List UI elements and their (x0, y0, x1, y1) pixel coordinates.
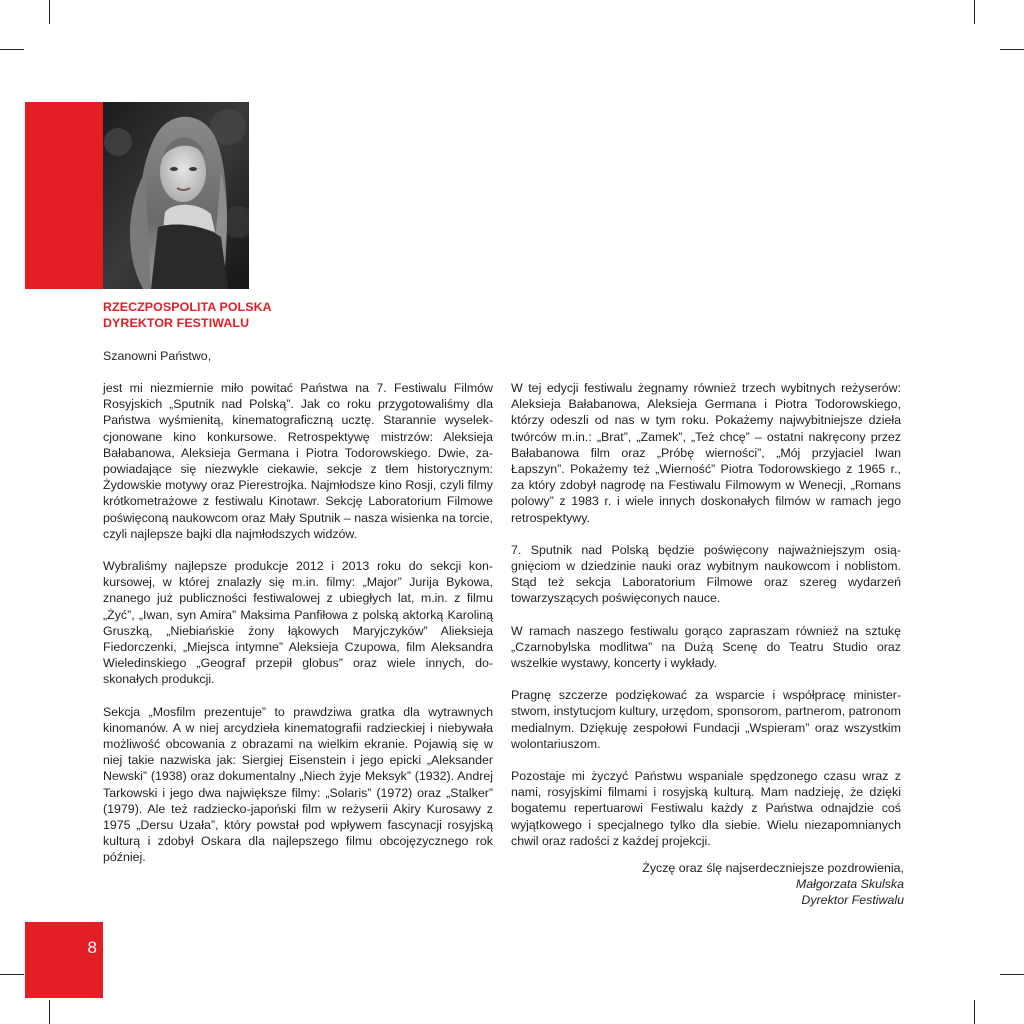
portrait-photo (103, 102, 249, 289)
paragraph: W tej edycji festiwalu żegnamy również trzech wybitnych reżyserów: Aleksieja Bałabanowa, Aleksieja Germana i Piotra Todorowskiego, którzy odeszli od nas w tym roku. Pokażemy najwybitniejsze dzieła twórców m.in.: „Brat”, „Zamek”, „Też chcę” – ostatni nakręcony przez Bałabanowa film oraz „Próbę wierności”, „Mój przyjaciel Iwan Łapszyn”. Pokażemy też „Wierność” Piotra Todorowskiego z 1965 r., za który zdobył nagrodę na Festiwalu Filmowym w Wenecji, „Romans polowy” z 1983 r. i wiele innych doskonałych filmów w ramach jego retrospektywy. (511, 381, 901, 525)
paragraph: jest mi niezmiernie miło powitać Państwa na 7. Festiwalu Filmów Rosyjskich „Sputnik nad Polską”. Jak co roku przygotowaliśmy dla Państwa wyśmienitą, kinematograficzną ucztę. Starannie wyselekcjonowane kino konkursowe. Retrospektywę mistrzów: Aleksieja Bałabanowa, Aleksieja Germana i Piotra Todorowskiego. Dwie, zapowiadające się niezwykle ciekawie, sekcje z tłem historycznym: Żydowskie motywy oraz Pierestrojka. Najmłodsze kino Rosji, czyli filmy krótkometrażowe z festiwalu Kinotawr. Sekcję Laboratorium Filmowe poświęconą naukowcom oraz Mały Sputnik – nasza wisienka na torcie, czyli najlepsze bajki dla najmłodszych widzów. (103, 381, 493, 541)
signoff-name: Małgorzata Skulska (795, 877, 904, 892)
paragraph: Sekcja „Mosfilm prezentuje” to prawdziwa gratka dla wytrawnych kinomanów. A w niej arcydzieła kinematografii radzieckiej i niebywała możliwość obcowania z obrazami na wielkim ekranie. Pojawią się w niej takie nazwiska jak: Siergiej Eisenstein i jego epicki „Aleksander Newski” (1938) oraz dokumentalny „Niech żyje Meksyk” (1932). Andrej Tarkowski i jego dwa największe filmy: „Solaris” (1972) oraz „Stalker” (1979). Ale też radziecko-japoński film w reżyserii Akiry Kurosawy z 1975 „Dersu Uzała”, który powstał pod wpływem fascynacji rosyjską kulturą i zdobył Oskara dla najlepszego filmu obcojęzycznego rok później. (103, 704, 493, 865)
red-accent-block (25, 102, 103, 289)
heading-line-2: DYREKTOR FESTIWALU (103, 315, 250, 330)
portrait-photo-image (103, 102, 249, 289)
signoff-closing: Życzę oraz ślę najserdeczniejsze pozdrowienia, (642, 861, 904, 875)
page-heading (103, 300, 272, 331)
signoff-title: Dyrektor Festiwalu (801, 893, 904, 908)
page-number-block (25, 922, 103, 998)
signoff (511, 860, 904, 909)
crop-mark (49, 1000, 50, 1024)
left-column (103, 380, 493, 882)
right-column (511, 380, 901, 865)
paragraph: Wybraliśmy najlepsze produkcje 2012 i 2013 roku do sekcji konkursowej, w której znalazły się m.in. filmy: „Major” Jurija Bykowa, znanego już publiczności festiwalowej z ubiegłych lat, m.in. z filmu „Żyć”, „Iwan, syn Amira” Maksima Panfiłowa z polską aktorką Karoliną Gruszką, „Niebiańskie żony łąkowych Maryjczyków” Alieksieja Fiedorczenki, „Miejsca intymne” Aleksieja Czupowa, film Aleksandra Wieledinskiego „Geograf przepił globus” oraz wiele innych, doskonałych produkcji. (103, 559, 493, 687)
heading-line-1: RZECZPOSPOLITA POLSKA (103, 300, 272, 314)
paragraph: 7. Sputnik nad Polską będzie poświęcony najważniejszym osiągnięciom w dziedzinie nauki oraz wybitnym naukowcom i noblistom. Stąd też sekcja Laboratorium Filmowe oraz szereg wydarzeń towarzyszących poświęconych nauce. (511, 542, 901, 606)
crop-mark (974, 1000, 975, 1024)
crop-mark (0, 49, 24, 50)
crop-mark (1000, 974, 1024, 975)
paragraph: Pozostaje mi życzyć Państwu wspaniale spędzonego czasu wraz z nami, rosyjskimi filmami i rosyjską kulturą. Mam nadzieję, że dzięki bogatemu repertuarowi Festiwalu każdy z Państwa odnajdzie coś wyjątkowego i specjalnego tylko dla siebie. Wielu niezapomnianych chwil oraz radości z każdej projekcji. (511, 769, 901, 848)
salutation: Szanowni Państwo, (103, 349, 212, 363)
page-number: 8 (87, 938, 97, 957)
crop-mark (0, 974, 24, 975)
crop-mark (49, 0, 50, 24)
crop-mark (1000, 49, 1024, 50)
crop-mark (974, 0, 975, 24)
paragraph: Pragnę szczerze podziękować za wsparcie i współpracę ministerstwom, instytucjom kultury, urzędom, sponsorom, partnerom, patronom medialnym. Dziękuję zespołowi Fundacji „Wspieram” oraz wszystkim wolontariuszom. (511, 688, 901, 751)
paragraph: W ramach naszego festiwalu gorąco zapraszam również na sztukę „Czarnobylska modlitwa” na Dużą Scenę do Teatru Studio oraz wszelkie wystawy, koncerty i wykłady. (511, 623, 901, 671)
